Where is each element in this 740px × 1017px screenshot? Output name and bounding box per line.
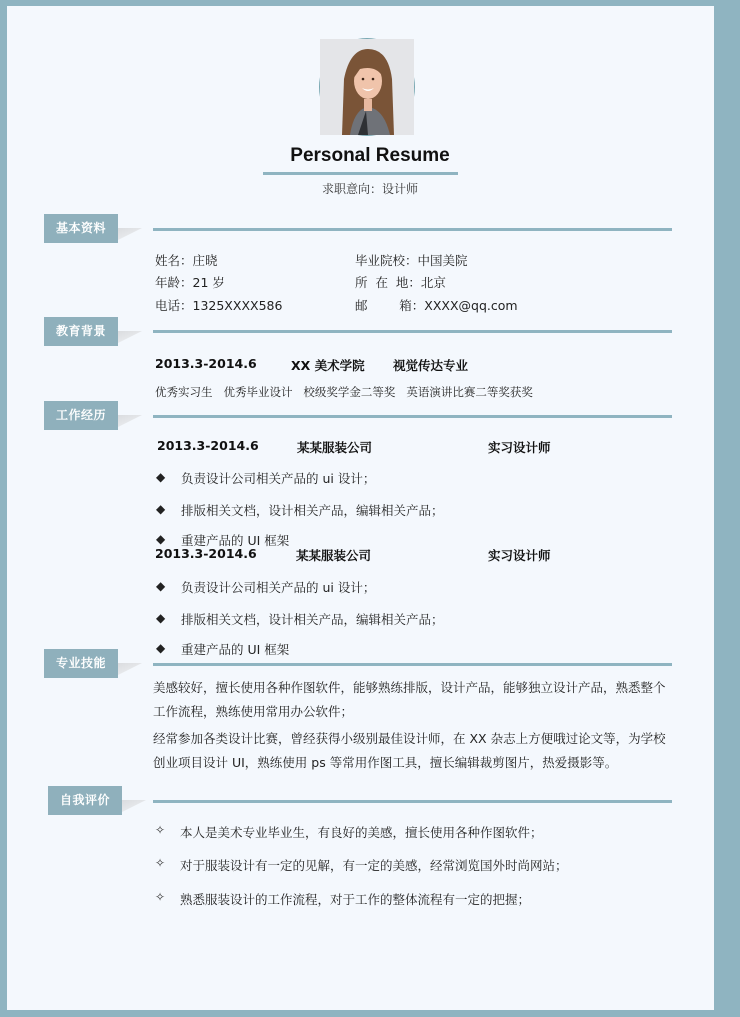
sparkle-bullet-icon: ✧ — [155, 823, 166, 837]
work-2-period: 2013.3-2014.6 — [155, 546, 257, 561]
edu-school: XX 美术学院 — [291, 358, 365, 373]
person-photo-icon — [320, 39, 414, 135]
sparkle-bullet-icon: ✧ — [155, 856, 166, 870]
diamond-bullet-icon: ◆ — [156, 611, 166, 625]
section-divider — [153, 415, 672, 418]
title-underline — [263, 172, 458, 175]
info-phone: 电话：1325XXXX586 — [155, 298, 283, 313]
skills-paragraph-1: 美感较好，擅长使用各种作图软件，能够熟练排版，设计产品，能够独立设计产品，熟悉整个工作流程，熟练使用常用办公软件； — [153, 680, 666, 719]
section-tab-basic-info: 基本资料 — [44, 214, 118, 243]
work-1-bullet-2: 排版相关文档，设计相关产品，编辑相关产品； — [181, 503, 444, 518]
edu-major: 视觉传达专业 — [393, 358, 469, 373]
work-1-bullet-3-clip — [155, 532, 355, 548]
work-2-bullet-3-clip — [155, 641, 355, 657]
info-age: 年龄：21 岁 — [155, 275, 225, 290]
section-divider — [153, 663, 672, 666]
diamond-bullet-icon: ◆ — [156, 470, 166, 484]
section-tab-skills: 专业技能 — [44, 649, 118, 678]
section-tab-work: 工作经历 — [44, 401, 118, 430]
section-divider — [153, 228, 672, 231]
edu-awards-clip — [155, 384, 585, 399]
work-1-role: 实习设计师 — [488, 440, 551, 455]
section-tab-education: 教育背景 — [44, 317, 118, 346]
section-tab-self-evaluation: 自我评价 — [48, 786, 122, 815]
diamond-bullet-icon: ◆ — [156, 641, 166, 655]
profile-photo — [319, 38, 415, 136]
section-divider — [153, 800, 672, 803]
work-2-bullet-3: 重建产品的 UI 框架 — [181, 642, 290, 657]
self-eval-item-1: 本人是美术专业毕业生，有良好的美感，擅长使用各种作图软件； — [180, 825, 543, 840]
work-1-period: 2013.3-2014.6 — [157, 438, 259, 453]
skills-paragraph-2: 经常参加各类设计比赛，曾经获得小级别最佳设计师，在 XX 杂志上方便哦过论文等，为学校创业项目设计 UI，熟练使用 ps 等常用作图工具，擅长编辑裁剪图片，热爱摄影等。 — [153, 731, 666, 770]
diamond-bullet-icon: ◆ — [156, 579, 166, 593]
info-name: 姓名：庄晓 — [155, 253, 218, 268]
diamond-bullet-icon: ◆ — [156, 502, 166, 516]
info-school: 毕业院校：中国美院 — [355, 253, 468, 268]
edu-awards: 优秀实习生 优秀毕业设计 校级奖学金二等奖 英语演讲比赛二等奖获奖 — [155, 385, 533, 399]
work-1-bullet-3: 重建产品的 UI 框架 — [181, 533, 290, 548]
self-eval-item-2: 对于服装设计有一定的见解，有一定的美感，经常浏览国外时尚网站； — [180, 858, 568, 873]
section-divider — [153, 330, 672, 333]
edu-period: 2013.3-2014.6 — [155, 356, 257, 371]
work-2-company: 某某服装公司 — [296, 548, 372, 563]
sparkle-bullet-icon: ✧ — [155, 890, 166, 904]
work-1-company: 某某服装公司 — [297, 440, 373, 455]
resume-title: Personal Resume — [290, 145, 450, 166]
self-eval-item-3: 熟悉服装设计的工作流程，对于工作的整体流程有一定的把握； — [180, 892, 531, 907]
diamond-bullet-icon: ◆ — [156, 532, 166, 546]
work-2-bullet-2: 排版相关文档，设计相关产品，编辑相关产品； — [181, 612, 444, 627]
work-2-role: 实习设计师 — [488, 548, 551, 563]
work-1-bullet-1: 负责设计公司相关产品的 ui 设计； — [181, 471, 376, 486]
job-intent: 求职意向：设计师 — [321, 182, 418, 196]
work-2-bullet-1: 负责设计公司相关产品的 ui 设计； — [181, 580, 376, 595]
info-location: 所 在 地：北京 — [355, 275, 446, 290]
info-email: 邮 箱：XXXX@qq.com — [355, 298, 518, 313]
